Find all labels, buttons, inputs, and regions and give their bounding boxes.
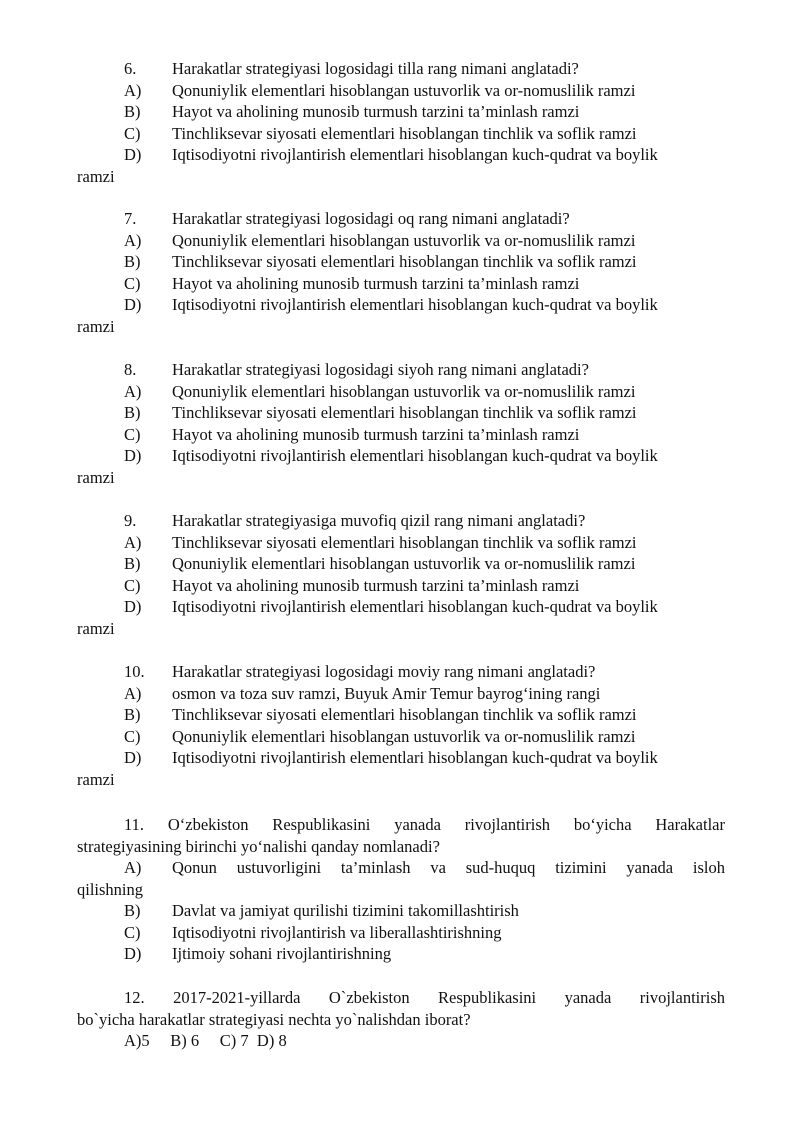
option-text: Iqtisodiyotni rivojlantirish elementlari hisoblangan kuch-qudrat va boylik [172, 145, 658, 164]
option-text: Ijtimoiy sohani rivojlantirishning [172, 944, 392, 963]
option-label: A) [124, 80, 142, 100]
question-10 [77, 661, 725, 790]
question-text: Harakatlar strategiyasi logosidagi oq rang nimani anglatadi? [172, 209, 570, 228]
option-label: D) [124, 446, 142, 465]
question-number: 8. [124, 360, 137, 379]
option-label: D) [124, 295, 142, 314]
option-text: Hayot va aholining munosib turmush tarzini ta’minlash ramzi [172, 575, 580, 595]
option-label: C) [124, 424, 141, 444]
question-number: 9. [124, 511, 137, 530]
question-8 [77, 359, 725, 488]
option-continuation: ramzi [77, 166, 115, 186]
option-label: D) [124, 944, 142, 963]
question-text-continuation: bo`yicha harakatlar strategiyasi nechta yo`nalishdan iborat? [77, 1009, 471, 1029]
option-continuation: ramzi [77, 769, 115, 789]
option-text: Iqtisodiyotni rivojlantirish elementlari hisoblangan kuch-qudrat va boylik [172, 446, 658, 465]
option-text: Iqtisodiyotni rivojlantirish elementlari hisoblangan kuch-qudrat va boylik [172, 597, 658, 616]
option-text: Tinchliksevar siyosati elementlari hisoblangan tinchlik va soflik ramzi [172, 532, 637, 552]
question-text: Harakatlar strategiyasiga muvofiq qizil rang nimani anglatadi? [172, 511, 586, 530]
question-9 [77, 510, 725, 639]
option-continuation: ramzi [77, 618, 115, 638]
option-text: Tinchliksevar siyosati elementlari hisoblangan tinchlik va soflik ramzi [172, 705, 637, 724]
option-text: Qonun ustuvorligini ta’minlash va sud-huquq tizimini yanada isloh [172, 858, 725, 877]
option-label: D) [124, 597, 142, 616]
option-label: A) [124, 381, 142, 401]
question-number: 6. [124, 59, 137, 78]
option-label: D) [124, 145, 142, 164]
answer-options: A)5 B) 6 C) 7 D) 8 [124, 1031, 287, 1050]
question-number: 7. [124, 209, 137, 228]
option-text: Hayot va aholining munosib turmush tarzini ta’minlash ramzi [172, 424, 580, 444]
option-label: B) [124, 403, 141, 422]
option-label: A) [124, 532, 142, 552]
option-label: B) [124, 901, 141, 920]
option-label: C) [124, 273, 141, 293]
option-text: Hayot va aholining munosib turmush tarzini ta’minlash ramzi [172, 102, 580, 121]
option-text: Tinchliksevar siyosati elementlari hisoblangan tinchlik va soflik ramzi [172, 123, 637, 143]
option-text: Tinchliksevar siyosati elementlari hisoblangan tinchlik va soflik ramzi [172, 252, 637, 271]
question-text: Harakatlar strategiyasi logosidagi moviy rang nimani anglatadi? [172, 662, 596, 681]
question-text: Harakatlar strategiyasi logosidagi tilla rang nimani anglatadi? [172, 59, 579, 78]
option-label: C) [124, 575, 141, 595]
option-label: B) [124, 554, 141, 573]
option-text: Iqtisodiyotni rivojlantirish elementlari hisoblangan kuch-qudrat va boylik [172, 295, 658, 314]
option-text: Qonuniylik elementlari hisoblangan ustuvorlik va or-nomuslilik ramzi [172, 381, 636, 401]
option-text: Hayot va aholining munosib turmush tarzini ta’minlash ramzi [172, 273, 580, 293]
option-label: C) [124, 922, 141, 942]
option-label: D) [124, 748, 142, 767]
option-continuation: qilishning [77, 879, 144, 899]
option-label: B) [124, 252, 141, 271]
option-text: Qonuniylik elementlari hisoblangan ustuvorlik va or-nomuslilik ramzi [172, 230, 636, 250]
option-label: C) [124, 726, 141, 746]
question-number: 10. [124, 662, 145, 681]
option-label: B) [124, 102, 141, 121]
option-label: C) [124, 123, 141, 143]
question-6 [77, 58, 725, 187]
option-label: A) [124, 230, 142, 250]
option-continuation: ramzi [77, 467, 115, 487]
question-text: 11. O‘zbekiston Respublikasini yanada rivojlantirish bo‘yicha Harakatlar [124, 815, 725, 834]
question-12 [77, 987, 725, 1052]
option-text: osmon va toza suv ramzi, Buyuk Amir Temur bayrog‘ining rangi [172, 683, 601, 703]
question-text-continuation: strategiyasining birinchi yo‘nalishi qanday nomlanadi? [77, 836, 440, 856]
option-label: B) [124, 705, 141, 724]
option-text: Qonuniylik elementlari hisoblangan ustuvorlik va or-nomuslilik ramzi [172, 80, 636, 100]
question-text: Harakatlar strategiyasi logosidagi siyoh rang nimani anglatadi? [172, 360, 589, 379]
option-continuation: ramzi [77, 316, 115, 336]
option-text: Iqtisodiyotni rivojlantirish elementlari hisoblangan kuch-qudrat va boylik [172, 748, 658, 767]
question-7 [77, 208, 725, 337]
question-11 [77, 814, 725, 965]
question-text: 12. 2017-2021-yillarda O`zbekiston Respublikasini yanada rivojlantirish [124, 988, 725, 1007]
option-text: Tinchliksevar siyosati elementlari hisoblangan tinchlik va soflik ramzi [172, 403, 637, 422]
option-text: Iqtisodiyotni rivojlantirish va liberallashtirishning [172, 922, 502, 942]
option-text: Davlat va jamiyat qurilishi tizimini takomillashtirish [172, 901, 519, 920]
option-label: A) [124, 683, 142, 703]
option-label: A) [124, 858, 142, 877]
option-text: Qonuniylik elementlari hisoblangan ustuvorlik va or-nomuslilik ramzi [172, 554, 636, 573]
option-text: Qonuniylik elementlari hisoblangan ustuvorlik va or-nomuslilik ramzi [172, 726, 636, 746]
